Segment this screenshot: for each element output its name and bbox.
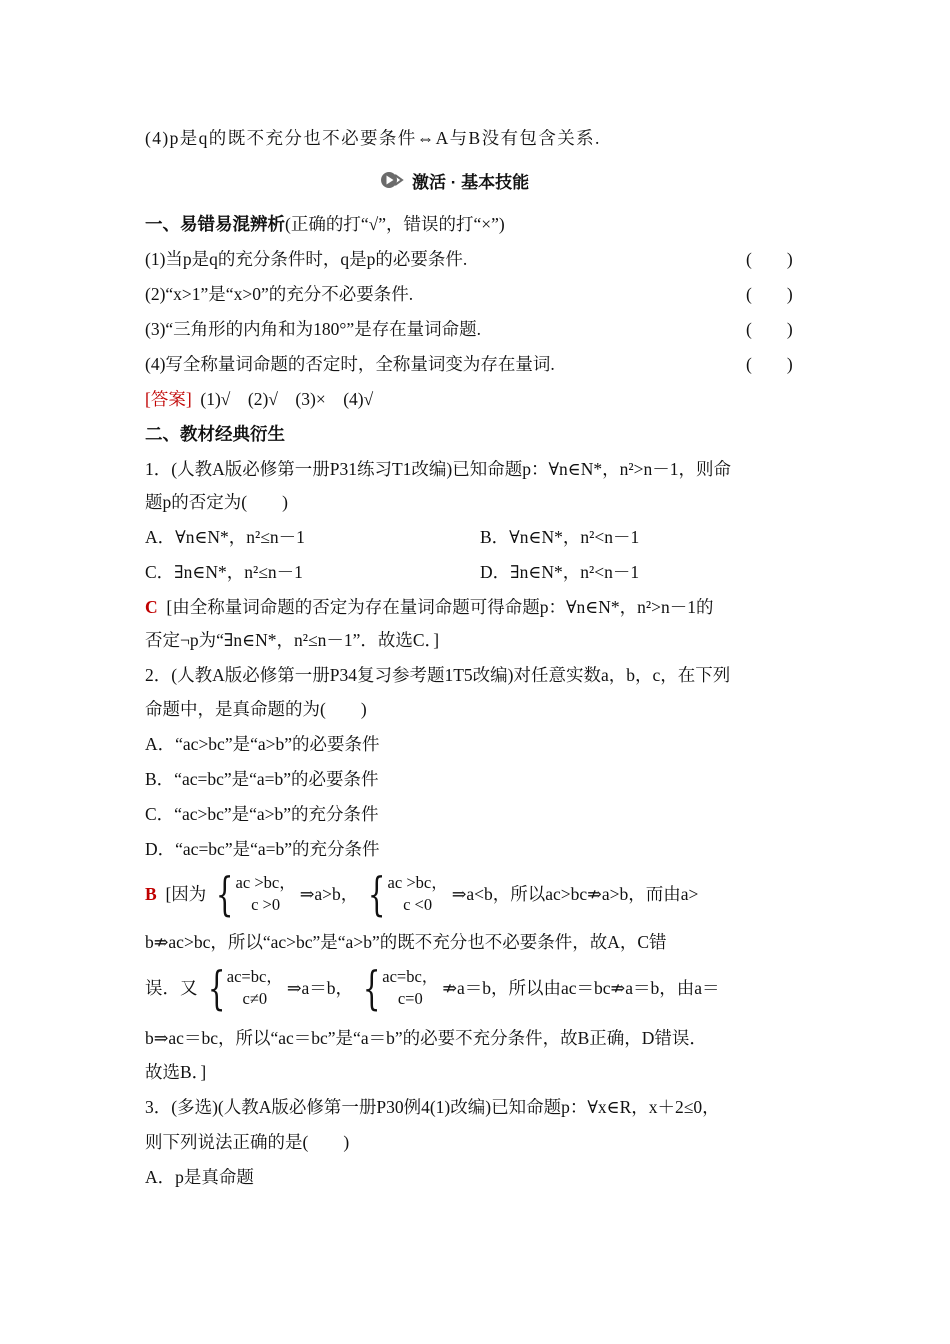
left-brace-icon: {: [362, 961, 381, 1015]
section-heading-text: 激活 · 基本技能: [412, 172, 530, 192]
part2-title: 二、教材经典衍生: [145, 424, 285, 444]
section-heading: [380, 166, 529, 194]
q2-option-d: D．“ac=bc”是“a=b”的充分条件: [145, 839, 380, 859]
equation-system-3: [202, 961, 283, 1015]
q1-line-2: 题p的否定为( ): [145, 492, 288, 512]
answer-paren-2: ( ): [746, 284, 793, 304]
system-3-top: ac=bc，: [226, 967, 283, 986]
system-4-top: ac=bc，: [382, 967, 439, 986]
q2-solution-c-mid: ⇒a＝b，: [286, 978, 353, 998]
part1-title: 一、易错易混辨析: [145, 214, 285, 234]
system-1-top: ac >bc，: [235, 873, 296, 892]
system-2-bottom: c <0: [403, 895, 433, 914]
answer-tag: [答案]: [145, 389, 192, 409]
q2-solution-line-5: 故选B．]: [145, 1062, 207, 1082]
part1-title-line: [145, 212, 505, 236]
q2-solution-post: ⇒a<b，所以ac>bc⇏a>b，而由a>: [451, 884, 699, 904]
part1-item-2: (2)“x>1”是“x>0”的充分不必要条件.: [145, 284, 414, 304]
q2-solution-c-post: ⇏a＝b，所以由ac＝bc⇏a＝b，由a＝: [442, 978, 720, 998]
part1-answer-line: [145, 387, 373, 411]
equation-system-2: [362, 867, 448, 921]
system-3-bottom: c≠0: [242, 989, 268, 1008]
q1-solution-text-1: [由全称量词命题的否定为存在量词命题可得命题p：∀n∈N*，n²>n－1的: [166, 597, 714, 617]
left-brace-icon: {: [216, 867, 234, 921]
q3-line-2: 则下列说法正确的是( ): [145, 1132, 350, 1152]
q1-solution-line-1: [145, 595, 714, 619]
q1-solution-line-2: 否定¬p为“∃n∈N*，n²≤n－1”．故选C．]: [145, 630, 440, 650]
q2-solution-pre: [因为: [165, 884, 207, 904]
q2-line-2: 命题中，是真命题的为( ): [145, 699, 367, 719]
q2-option-a: A．“ac>bc”是“a>b”的必要条件: [145, 734, 380, 754]
q3-option-a: A．p是真命题: [145, 1167, 254, 1187]
system-2-top: ac >bc，: [387, 873, 448, 892]
q2-line-1: 2．(人教A版必修第一册P34复习参考题1T5改编)对任意实数a，b，c，在下列: [145, 665, 731, 685]
equation-system-4: [357, 961, 439, 1015]
intro-line: (4)p是q的既不充分也不必要条件⇔A与B没有包含关系.: [145, 128, 601, 148]
answer-paren-3: ( ): [746, 319, 793, 339]
q2-solution-line-4: b⇒ac＝bc，所以“ac＝bc”是“a＝b”的必要不充分条件，故B正确，D错误．: [145, 1028, 707, 1048]
q2-option-b: B．“ac=bc”是“a=b”的必要条件: [145, 769, 379, 789]
part1-item-3: (3)“三角形的内角和为180°”是存在量词命题.: [145, 319, 482, 339]
answer-text: (1)√ (2)√ (3)× (4)√: [200, 389, 374, 409]
q2-solution-line-2: b⇏ac>bc，所以“ac>bc”是“a>b”的既不充分也不必要条件，故A，C错: [145, 932, 667, 952]
q2-solution-mid: ⇒a>b，: [299, 884, 359, 904]
q1-option-b: B．∀n∈N*，n²<n－1: [480, 527, 640, 547]
part1-item-1: (1)当p是q的充分条件时，q是p的必要条件.: [145, 249, 468, 269]
q2-solution-line-1: [145, 867, 699, 921]
play-circle-icon: [380, 171, 404, 189]
answer-paren-4: ( ): [746, 354, 793, 374]
q1-option-c: C．∃n∈N*，n²≤n－1: [145, 562, 303, 582]
q1-line-1: 1．(人教A版必修第一册P31练习T1改编)已知命题p：∀n∈N*，n²>n－1，则命: [145, 459, 731, 479]
equation-system-1: [210, 867, 296, 921]
q2-answer-letter: B: [145, 884, 157, 904]
part1-item-4: (4)写全称量词命题的否定时，全称量词变为存在量词.: [145, 354, 555, 374]
q2-solution-line-3: [145, 961, 720, 1015]
q2-option-c: C．“ac>bc”是“a>b”的充分条件: [145, 804, 379, 824]
q1-option-d: D．∃n∈N*，n²<n－1: [480, 562, 640, 582]
left-brace-icon: {: [368, 867, 386, 921]
system-1-bottom: c >0: [251, 895, 281, 914]
part1-hint: (正确的打“√”，错误的打“×”): [285, 214, 505, 234]
q1-option-a: A．∀n∈N*，n²≤n－1: [145, 527, 305, 547]
q2-solution-c-pre: 误．又: [145, 978, 198, 998]
q1-answer-letter: C: [145, 597, 158, 617]
system-4-bottom: c=0: [397, 989, 423, 1008]
answer-paren-1: ( ): [746, 249, 793, 269]
left-brace-icon: {: [207, 961, 225, 1015]
q3-line-1: 3．(多选)(人教A版必修第一册P30例4(1)改编)已知命题p：∀x∈R，x＋2≤0，: [145, 1097, 720, 1117]
